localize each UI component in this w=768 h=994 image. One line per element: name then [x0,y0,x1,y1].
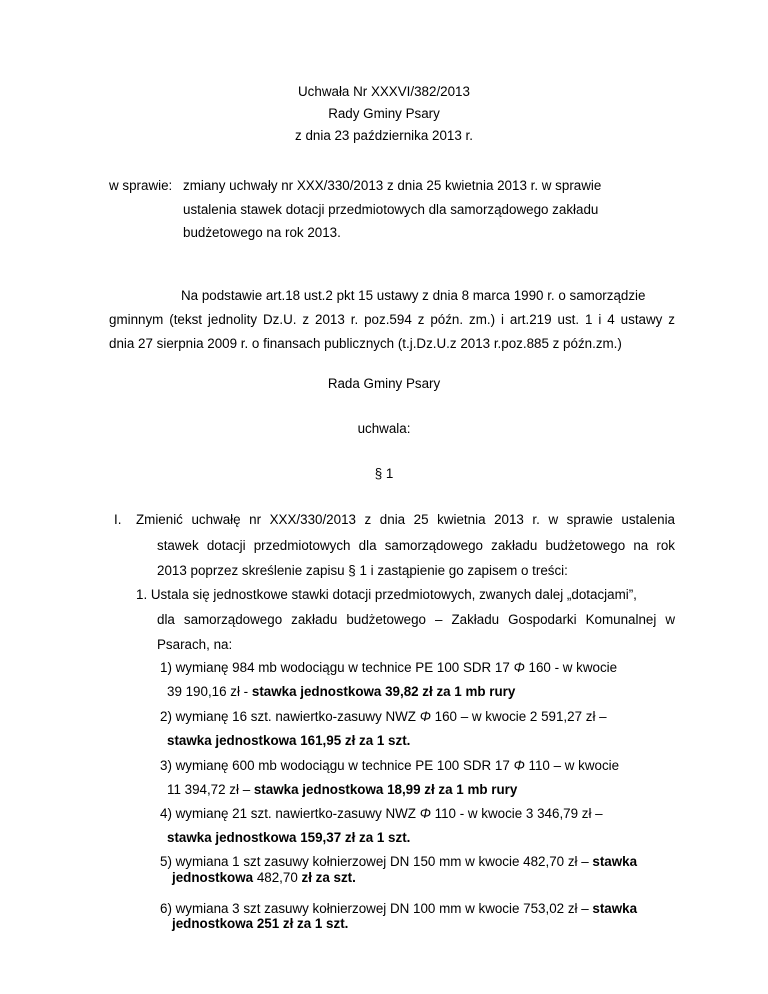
phi-symbol: Φ [419,709,431,724]
item-4-line-2: stawka jednostkowa 159,37 zł za 1 szt. [167,830,411,845]
subject-label: w sprawie: [109,178,173,193]
council-name: Rady Gminy Psary [328,106,440,121]
subject-line-2: ustalenia stawek dotacji przedmiotowych dla samorządowego zakładu [183,202,599,217]
resolution-date: z dnia 23 października 2013 r. [295,128,473,143]
resolves-line: uchwala: [357,421,411,436]
basis-line-1: Na podstawie art.18 ust.2 pkt 15 ustawy z dnia 8 marca 1990 r. o samorządzie [181,288,646,303]
council-line: Rada Gminy Psary [327,376,441,391]
item-1-line-2: 39 190,16 zł - stawka jednostkowa 39,82 zł za 1 mb rury [167,684,516,699]
item-2-line-2: stawka jednostkowa 161,95 zł za 1 szt. [167,733,411,748]
point-line-2: dla samorządowego zakładu budżetowego – Zakładu Gospodarki Komunalnej w [157,612,675,627]
item-2-line-1: 2) wymianę 16 szt. nawiertko-zasuwy NWZ Φ 160 – w kwocie 2 591,27 zł – [160,709,607,724]
item-3-line-1: 3) wymianę 600 mb wodociągu w technice PE 100 SDR 17 Φ 110 – w kwocie [160,758,620,773]
resolution-title: Uchwała Nr XXXVI/382/2013 [298,84,470,99]
basis-line-2: gminnym (tekst jednolity Dz.U. z 2013 r. poz.594 z późn. zm.) i art.219 ust. 1 i 4 ustawy z [109,312,675,327]
phi-symbol: Φ [419,806,431,821]
phi-symbol: Φ [513,660,525,675]
point-line-3: Psarach, na: [157,637,233,652]
point-line-1: 1. Ustala się jednostkowe stawki dotacji przedmiotowych, zwanych dalej „dotacjami”, [136,587,637,602]
section-mark: § 1 [374,466,394,481]
part-line-1: Zmienić uchwałę nr XXX/330/2013 z dnia 25 kwietnia 2013 r. w sprawie ustalenia [136,512,675,527]
item-4-line-1: 4) wymianę 21 szt. nawiertko-zasuwy NWZ Φ 110 - w kwocie 3 346,79 zł – [160,806,603,821]
item-6-line-2: jednostkowa 251 zł za 1 szt. [172,916,349,931]
item-1-line-1: 1) wymianę 984 mb wodociągu w technice PE 100 SDR 17 Φ 160 - w kwocie [160,660,618,675]
part-line-2: stawek dotacji przedmiotowych dla samorządowego zakładu budżetowego na rok [157,538,675,553]
phi-symbol: Φ [513,758,525,773]
subject-line-1: zmiany uchwały nr XXX/330/2013 z dnia 25 kwietnia 2013 r. w sprawie [183,178,602,193]
item-3-line-2: 11 394,72 zł – stawka jednostkowa 18,99 zł za 1 mb rury [167,782,518,797]
part-line-3: 2013 poprzez skreślenie zapisu § 1 i zastąpienie go zapisem o treści: [157,563,568,578]
item-6-line-1: 6) wymiana 3 szt zasuwy kołnierzowej DN 100 mm w kwocie 753,02 zł – stawka [160,901,638,916]
item-5-line-1: 5) wymiana 1 szt zasuwy kołnierzowej DN 150 mm w kwocie 482,70 zł – stawka [160,854,638,869]
item-5-line-2: jednostkowa 482,70 zł za szt. [172,870,356,885]
part-number: I. [114,512,122,527]
basis-line-3: dnia 27 sierpnia 2009 r. o finansach publicznych (t.j.Dz.U.z 2013 r.poz.885 z późn.zm.) [109,336,622,351]
subject-line-3: budżetowego na rok 2013. [183,225,341,240]
